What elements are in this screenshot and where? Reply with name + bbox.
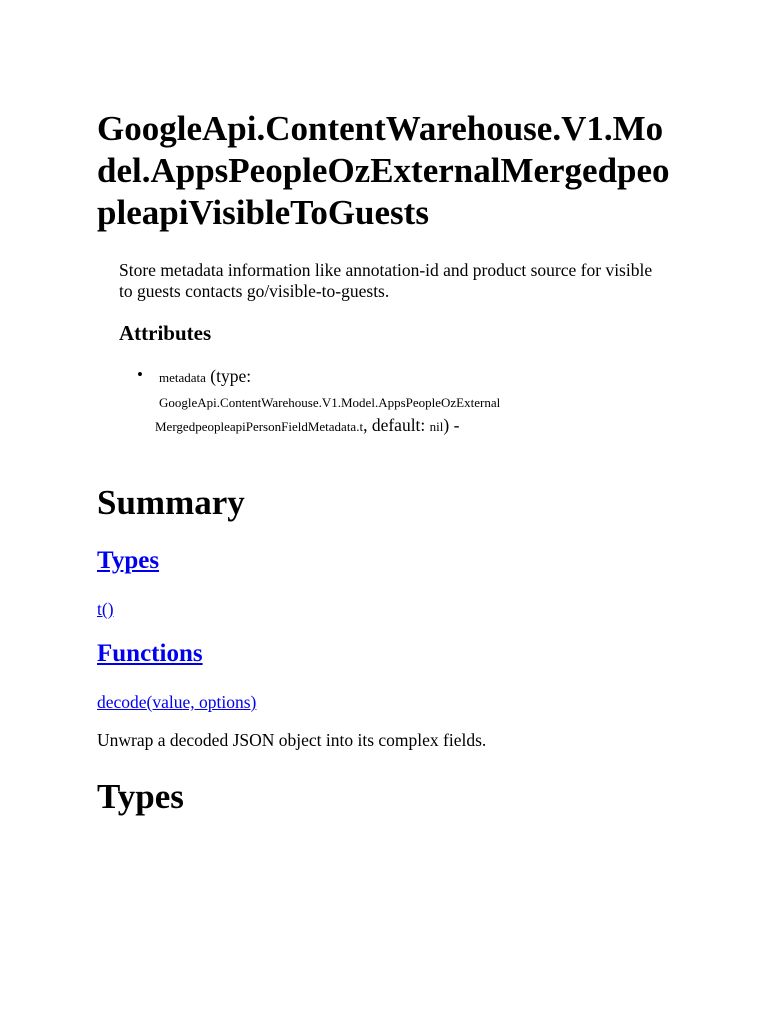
attribute-item	[119, 364, 639, 438]
function-decode-link[interactable]: decode(value, options)	[97, 692, 257, 712]
moduledoc	[119, 260, 659, 435]
attribute-type-prefix: (type:	[210, 366, 252, 386]
attributes-list	[119, 364, 639, 438]
types-section-link[interactable]: Types	[97, 547, 160, 574]
attribute-name: metadata	[159, 370, 206, 385]
summary-functions-heading	[97, 639, 203, 669]
summary-heading: Summary	[97, 483, 245, 522]
functions-section-link[interactable]: Functions	[97, 640, 203, 667]
attribute-suffix: ) -	[443, 415, 460, 435]
function-decode-doc: Unwrap a decoded JSON object into its complex fields.	[97, 730, 487, 750]
attribute-type-part2: MergedpeopleapiPersonFieldMetadata.t	[155, 419, 364, 434]
summary-function-row	[97, 691, 256, 713]
page-title: GoogleApi.ContentWarehouse.V1.Model.AppsPeopleOzExternalMergedpeopleapiVisibleToGuests	[97, 109, 670, 232]
attributes-heading: Attributes	[119, 321, 212, 345]
summary-types-heading	[97, 546, 159, 576]
module-description: Store metadata information like annotation-id and product source for visible to guests contacts go/visible-to-guests.	[119, 260, 653, 301]
bullet-icon: •	[137, 365, 143, 384]
attribute-type-part1: GoogleApi.ContentWarehouse.V1.Model.AppsPeopleOzExternal	[159, 395, 501, 410]
attribute-default-value: nil	[429, 419, 444, 434]
type-t-link[interactable]: t()	[97, 599, 114, 619]
summary-type-row	[97, 598, 114, 620]
types-heading: Types	[97, 777, 184, 816]
attribute-default-label: , default:	[363, 415, 426, 435]
